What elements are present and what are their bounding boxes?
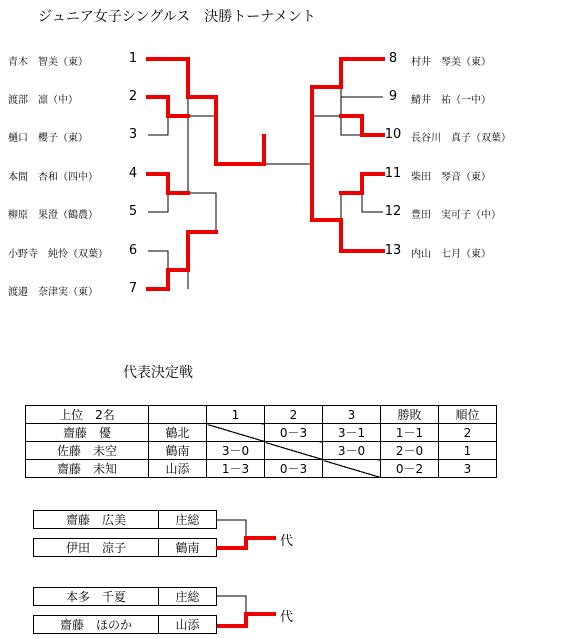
seed-number: 11: [384, 166, 402, 181]
seed-number: 8: [388, 51, 398, 66]
player-name: 渡邉 奈津実（東）: [8, 287, 98, 298]
header-cell: 勝敗: [381, 406, 439, 424]
rank: 2: [439, 424, 497, 442]
player-name: 本多 千夏: [34, 588, 159, 606]
score: 3－1: [323, 424, 381, 442]
seed-number: 7: [128, 281, 138, 296]
match-bottom-box: [33, 615, 217, 634]
school: 山添: [149, 460, 207, 478]
representative-mark: 代: [280, 610, 294, 625]
header-cell: 2: [265, 406, 323, 424]
match-top-box: [33, 587, 217, 606]
seed-number: 3: [128, 127, 138, 142]
record: 0－2: [381, 460, 439, 478]
player-name: 渡部 凛（中）: [8, 95, 78, 106]
school: 鶴北: [149, 424, 207, 442]
header-cell: 1: [207, 406, 265, 424]
player-name: 齋藤 広美: [34, 511, 159, 529]
seed-number: 13: [384, 243, 402, 258]
score: 0－3: [265, 424, 323, 442]
player-name: 柳原 果澄（鶴農）: [8, 210, 98, 221]
player-name: 内山 七月（東）: [411, 249, 491, 260]
page-title: ジュニア女子シングルス 決勝トーナメント: [38, 9, 316, 25]
school: 庄総: [159, 511, 217, 529]
player-name: 長谷川 真子（双葉）: [411, 133, 511, 144]
school: 山添: [159, 616, 217, 634]
school: 鶴南: [159, 539, 217, 557]
record: 1－1: [381, 424, 439, 442]
seed-number: 10: [384, 127, 402, 142]
player-name: 柴田 琴音（東）: [411, 172, 491, 183]
school: 鶴南: [149, 442, 207, 460]
player-name: 豊田 実可子（中）: [411, 210, 501, 221]
header-cell: 3: [323, 406, 381, 424]
playoff-title: 代表決定戦: [123, 365, 193, 381]
player-name: 佐藤 未空: [26, 442, 149, 460]
representative-mark: 代: [280, 534, 294, 549]
rank: 1: [439, 442, 497, 460]
header-cell: 上位 2名: [26, 406, 149, 424]
score: 0－3: [265, 460, 323, 478]
record: 2－0: [381, 442, 439, 460]
player-name: 齋藤 未知: [26, 460, 149, 478]
seed-number: 5: [128, 204, 138, 219]
player-name: 本間 杏和（四中）: [8, 172, 98, 183]
player-name: 樋口 櫻子（東）: [8, 133, 88, 144]
header-cell: 順位: [439, 406, 497, 424]
seed-number: 6: [128, 243, 138, 258]
player-name: 伊田 涼子: [34, 539, 159, 557]
player-name: 青木 智美（東）: [8, 57, 88, 68]
seed-number: 12: [384, 204, 402, 219]
score: 3－0: [207, 442, 265, 460]
rank: 3: [439, 460, 497, 478]
player-name: 小野寺 純怜（双葉）: [8, 249, 108, 260]
seed-number: 2: [128, 89, 138, 104]
seed-number: 9: [388, 89, 398, 104]
player-name: 村井 琴美（東）: [411, 57, 491, 68]
player-name: 齋藤 優: [26, 424, 149, 442]
player-name: 齋藤 ほのか: [34, 616, 159, 634]
school: 庄総: [159, 588, 217, 606]
player-name: 鯖井 祐（一中）: [411, 95, 491, 106]
seed-number: 1: [128, 51, 138, 66]
seed-number: 4: [128, 166, 138, 181]
score: 3－0: [323, 442, 381, 460]
score: 1－3: [207, 460, 265, 478]
